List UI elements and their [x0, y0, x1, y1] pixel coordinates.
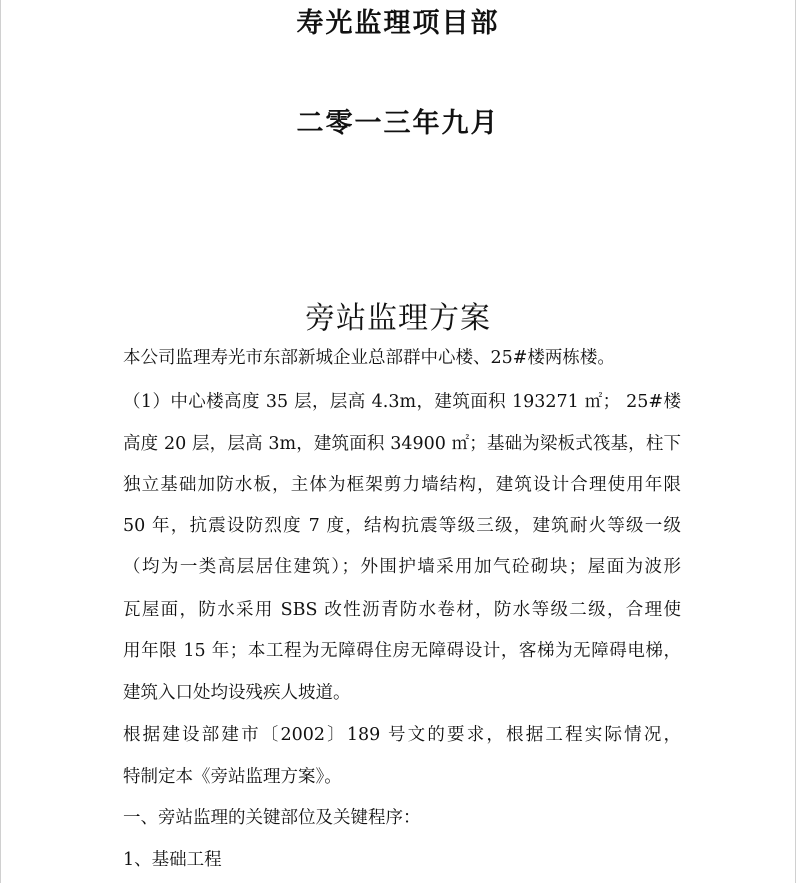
paragraph-line: （均为一类高层居住建筑）；外围护墙采用加气砼砌块；屋面为波形	[123, 557, 681, 577]
date-title: 二零一三年九月	[296, 108, 500, 139]
paragraph-line: 50 年，抗震设防烈度 7 度，结构抗震等级三级，建筑耐火等级一级	[123, 516, 681, 536]
paragraph-line: 根据建设部建市〔2002〕189 号文的要求，根据工程实际情况，	[123, 725, 681, 745]
section-subheading: 一、旁站监理的关键部位及关键程序：	[123, 808, 421, 828]
paragraph-line: 本公司监理寿光市东部新城企业总部群中心楼、25#楼两栋楼。	[123, 348, 615, 368]
section-subheading: 1、基础工程	[123, 850, 222, 870]
paragraph-line: 独立基础加防水板，主体为框架剪力墙结构，建筑设计合理使用年限	[123, 475, 681, 495]
section-heading: 旁站监理方案	[305, 301, 491, 336]
paragraph-line: 瓦屋面，防水采用 SBS 改性沥青防水卷材，防水等级二级，合理使	[123, 600, 681, 620]
paragraph-line: 建筑入口处均设残疾人坡道。	[123, 683, 351, 703]
org-title: 寿光监理项目部	[296, 8, 500, 39]
paragraph-line: 用年限 15 年；本工程为无障碍住房无障碍设计，客梯为无障碍电梯，	[123, 641, 681, 661]
paragraph-line: 高度 20 层，层高 3m，建筑面积 34900 ㎡；基础为梁板式筏基，柱下	[123, 434, 681, 454]
paragraph-line: 特制定本《旁站监理方案》。	[123, 767, 342, 787]
paragraph-line: （1）中心楼高度 35 层，层高 4.3m，建筑面积 193271 ㎡； 25#楼	[123, 392, 681, 412]
